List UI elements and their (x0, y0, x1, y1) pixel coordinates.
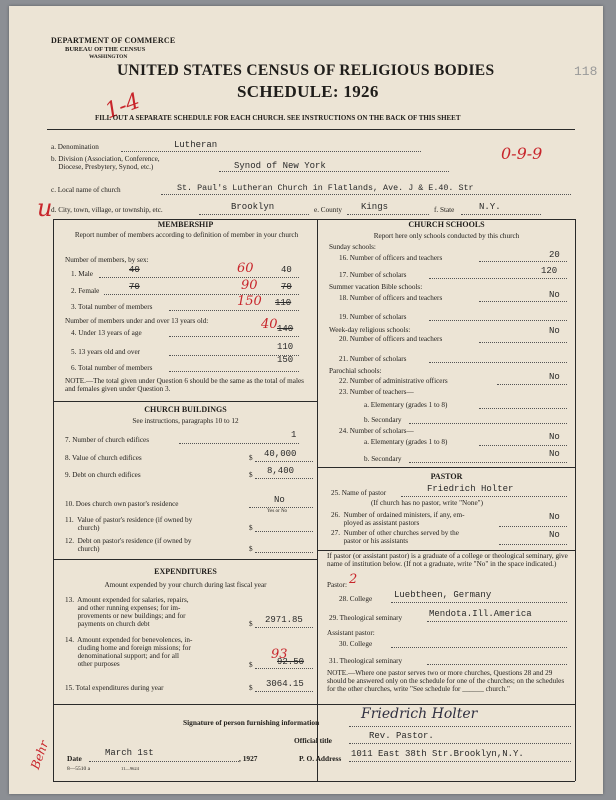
pastor-heading: PASTOR (430, 472, 463, 481)
q24b-line (409, 462, 567, 463)
schedule-title: SCHEDULE: 1926 (237, 82, 379, 101)
official-title-value[interactable]: Rev. Pastor. (369, 731, 434, 741)
q4-under13-value[interactable]: 140 (277, 324, 294, 334)
q18-label: 18. Number of officers and teachers (339, 294, 443, 302)
q4-under13-hand: 40 (261, 317, 278, 332)
q12-label: 12. Debt on pastor's residence (if owned by church) (65, 537, 192, 553)
q18-value[interactable]: No (549, 290, 560, 300)
q3-total-hand: 150 (237, 294, 262, 309)
q2-female-crossed: 70 (129, 282, 140, 292)
date-line (89, 761, 239, 762)
form-title: UNITED STATES CENSUS OF RELIGIOUS BODIES (117, 62, 495, 79)
q22-line (497, 384, 567, 385)
department-heading: DEPARTMENT OF COMMERCE (51, 36, 176, 45)
signature-label: Signature of person furnishing information (183, 718, 320, 727)
yes-no-hint: Yes or No (267, 509, 288, 514)
q25-label: 25. Name of pastor (331, 489, 387, 497)
membership-note: NOTE.—The total given under Question 6 should be the same as the total of males and females given under Question 3. (65, 377, 304, 393)
q11-line (255, 531, 313, 532)
parochial-schools-label: Parochial schools: (329, 367, 382, 375)
summer-schools-label: Summer vacation Bible schools: (329, 283, 423, 291)
q9-label: 9. Debt on church edifices (65, 471, 141, 479)
signature-value[interactable]: Friedrich Holter (361, 706, 478, 722)
q20-label: 20. Number of officers and teachers (339, 335, 443, 343)
q27-label: 27. Number of other churches served by the pastor or his assistants (331, 529, 459, 545)
q1-male-label: 1. Male (71, 270, 93, 278)
q10-value[interactable]: No (274, 495, 285, 505)
q9-dollar: $ (249, 471, 253, 479)
signature-line (349, 726, 571, 727)
membership-heading: MEMBERSHIP (157, 220, 214, 229)
q23b-label: b. Secondary (364, 416, 402, 424)
pastor-label: Pastor: (327, 581, 347, 589)
q7-label: 7. Number of church edifices (65, 436, 150, 444)
q30-line (391, 647, 567, 648)
q14-label: 14. Amount expended for benevolences, in- cluding home and foreign missions; for denominational support; and for all other purposes (65, 636, 193, 668)
q7-line (179, 443, 299, 444)
expenditures-heading: EXPENDITURES (154, 567, 217, 576)
county-label: e. County (314, 206, 342, 214)
q23a-label: a. Elementary (grades 1 to 8) (364, 401, 448, 409)
q24a-label: a. Elementary (grades 1 to 8) (364, 438, 448, 446)
assistant-pastor-label: Assistant pastor: (327, 629, 375, 637)
q1-male-value[interactable]: 40 (281, 265, 292, 275)
weekday-schools-label: Week-day religious schools: (329, 326, 411, 334)
age-breakdown-label: Number of members under and over 13 years old: (65, 317, 209, 325)
date-value[interactable]: March 1st (105, 748, 154, 758)
q31-label: 31. Theological seminary (329, 657, 403, 665)
pastor-hand-mark: 2 (349, 572, 358, 587)
q24a-value[interactable]: No (549, 432, 560, 442)
po-address-label: P. O. Address (299, 754, 342, 763)
q11-dollar: $ (249, 524, 253, 532)
bottom-box-rule (53, 781, 575, 782)
division-value[interactable]: Synod of New York (234, 161, 326, 171)
q13-line (255, 627, 313, 628)
q3-total-label: 3. Total number of members (71, 303, 153, 311)
handwritten-u: u (37, 194, 53, 222)
left-box-border (53, 219, 54, 781)
date-label: Date (67, 754, 82, 763)
members-by-sex-label: Number of members, by sex: (65, 256, 149, 264)
q15-label: 15. Total expenditures during year (65, 684, 164, 692)
q13-dollar: $ (249, 620, 253, 628)
q2-female-label: 2. Female (71, 287, 100, 295)
q2-female-hand: 90 (241, 278, 258, 293)
q27-line (499, 544, 567, 545)
q20-value[interactable]: No (549, 326, 560, 336)
q8-dollar: $ (249, 454, 253, 462)
q8-line (255, 461, 313, 462)
q16-value[interactable]: 20 (549, 250, 560, 260)
po-address-value[interactable]: 1011 East 38th Str.Brooklyn,N.Y. (351, 749, 524, 759)
q27-value[interactable]: No (549, 530, 560, 540)
schools-rule (317, 467, 575, 468)
q9-line (255, 478, 313, 479)
expenditures-sub: Amount expended by your church during last fiscal year (104, 581, 267, 589)
county-line (347, 214, 429, 215)
q14-hand: 93 (271, 647, 288, 662)
center-divider (317, 219, 318, 781)
q7-value[interactable]: 1 (291, 430, 297, 440)
q8-label: 8. Value of church edifices (65, 454, 142, 462)
local-name-label: c. Local name of church (51, 186, 121, 194)
instructions-banner: FILL OUT A SEPARATE SCHEDULE FOR EACH CHURCH. SEE INSTRUCTIONS ON THE BACK OF THIS SHEET (95, 114, 461, 122)
city-label: d. City, town, village, or township, etc. (51, 206, 163, 214)
state-value[interactable]: N.Y. (479, 202, 501, 212)
state-label: f. State (434, 206, 455, 214)
q10-line (249, 507, 313, 508)
division-line (219, 171, 449, 172)
q14-dollar: $ (249, 661, 253, 669)
header-rule (47, 129, 575, 130)
state-line (461, 214, 541, 215)
membership-rule (53, 401, 317, 402)
q22-label: 22. Number of administrative officers (339, 377, 448, 385)
q2-female-value[interactable]: 70 (281, 282, 292, 292)
q16-label: 16. Number of officers and teachers (339, 254, 443, 262)
q28-label: 28. College (339, 595, 373, 603)
q20-line (479, 342, 567, 343)
county-value[interactable]: Kings (361, 202, 389, 212)
q13-value[interactable]: 2971.85 (265, 615, 303, 625)
stamp-number: 118 (574, 64, 598, 79)
q19-label: 19. Number of scholars (339, 313, 407, 321)
local-name-value[interactable]: St. Paul's Lutheran Church in Flatlands, Ave. J & E.40. Str (177, 183, 474, 193)
q28-value[interactable]: Luebtheen, Germany (394, 590, 492, 600)
date-year: , 1927 (239, 754, 258, 763)
q6-line (169, 371, 299, 372)
q26-label: 26. Number of ordained ministers, if any, em- ployed as assistant pastors (331, 511, 465, 527)
q31-line (427, 664, 567, 665)
pastor-rule (317, 550, 575, 551)
q11-label: 11. Value of pastor's residence (if owned by church) (65, 516, 193, 532)
handwritten-mark-1-4: 1-4 (101, 88, 144, 125)
q25-line (401, 496, 567, 497)
print-number: 11—9624 (121, 766, 139, 771)
q15-line (255, 691, 313, 692)
census-schedule-page (9, 6, 603, 794)
local-name-line (161, 194, 571, 195)
q26-value[interactable]: No (549, 512, 560, 522)
q8-value[interactable]: 40,000 (264, 449, 297, 459)
q21-line (429, 362, 567, 363)
denomination-label: a. Denomination (51, 143, 99, 151)
q6-total-value[interactable]: 150 (277, 355, 294, 365)
q26-line (499, 526, 567, 527)
sunday-schools-label: Sunday schools: (329, 243, 376, 251)
right-box-border (575, 219, 576, 781)
q24b-value[interactable]: No (549, 449, 560, 459)
q1-line (99, 277, 299, 278)
q14-value[interactable]: 92.50 (277, 657, 305, 667)
buildings-rule (53, 559, 317, 560)
q24b-label: b. Secondary (364, 455, 402, 463)
city-value[interactable]: Brooklyn (231, 202, 275, 212)
q2-line (104, 294, 299, 295)
q12-dollar: $ (249, 545, 253, 553)
handwritten-corner-note: Behr (28, 738, 52, 772)
q30-label: 30. College (339, 640, 373, 648)
q29-line (427, 621, 567, 622)
official-title-line (349, 743, 571, 744)
q4-under13-label: 4. Under 13 years of age (71, 329, 142, 337)
q23a-line (479, 408, 567, 409)
q12-line (255, 552, 313, 553)
q3-line (169, 310, 299, 311)
q25-value[interactable]: Friedrich Holter (427, 484, 514, 494)
q19-line (429, 320, 567, 321)
q14-line (255, 668, 313, 669)
q5-over13-value[interactable]: 110 (277, 342, 294, 352)
footer-rule (53, 704, 575, 705)
q15-value[interactable]: 3064.15 (266, 679, 304, 689)
city-line (199, 214, 309, 215)
po-address-line (349, 761, 571, 762)
graduate-note: If pastor (or assistant pastor) is a graduate of a college or theological seminary, give name of institution below. (If not a graduate, write "No" in the space indicated.) (327, 552, 568, 568)
q17-value[interactable]: 120 (541, 266, 558, 276)
bureau-heading: BUREAU OF THE CENSUS (65, 46, 146, 53)
q1-male-hand: 60 (237, 261, 254, 276)
q23-label: 23. Number of teachers— (339, 388, 414, 396)
q15-dollar: $ (249, 684, 253, 692)
q22-value[interactable]: No (549, 372, 560, 382)
q3-total-value[interactable]: 110 (275, 298, 292, 308)
q24a-line (479, 445, 567, 446)
official-title-label: Official title (294, 736, 332, 745)
form-number: 8—5510 a (67, 766, 91, 772)
q10-label: 10. Does church own pastor's residence (65, 500, 179, 508)
q4-line (169, 336, 299, 337)
q18-line (479, 301, 567, 302)
q5-over13-label: 5. 13 years old and over (71, 348, 141, 356)
q13-label: 13. Amount expended for salaries, repairs, and other running expenses; for im- provements or new buildings; and for payments on church debt (65, 596, 189, 628)
q9-value[interactable]: 8,400 (267, 466, 295, 476)
q21-label: 21. Number of scholars (339, 355, 407, 363)
q17-label: 17. Number of scholars (339, 271, 407, 279)
q17-line (429, 278, 567, 279)
buildings-heading: CHURCH BUILDINGS (144, 405, 227, 414)
q6-total-label: 6. Total number of members (71, 364, 153, 372)
denomination-value[interactable]: Lutheran (174, 140, 218, 150)
schools-heading: CHURCH SCHOOLS (408, 220, 485, 229)
membership-intro: Report number of members according to definition of member in your church (74, 231, 299, 239)
division-label: b. Division (Association, Conference, Diocese, Presbytery, Synod, etc.) (51, 155, 160, 171)
buildings-sub: See instructions, paragraphs 10 to 12 (132, 417, 239, 425)
city-heading: WASHINGTON (89, 54, 128, 60)
q24-label: 24. Number of scholars— (339, 427, 414, 435)
handwritten-code-0999: 0-9-9 (501, 144, 543, 163)
q29-value[interactable]: Mendota.Ill.America (429, 609, 532, 619)
schools-sub: Report here only schools conducted by this church (373, 232, 520, 240)
q16-line (479, 261, 567, 262)
q25-note: (If church has no pastor, write "None") (371, 499, 483, 507)
q1-male-crossed: 40 (129, 265, 140, 275)
q29-label: 29. Theological seminary (329, 614, 403, 622)
denomination-line (121, 151, 421, 152)
q28-line (391, 602, 567, 603)
q23b-line (409, 423, 567, 424)
pastor-note: NOTE.—Where one pastor serves two or more churches, Questions 28 and 29 should be answered only on the schedule for one of the churches; on the schedules for the other churches, write "See schedule for ______ church." (327, 669, 565, 693)
